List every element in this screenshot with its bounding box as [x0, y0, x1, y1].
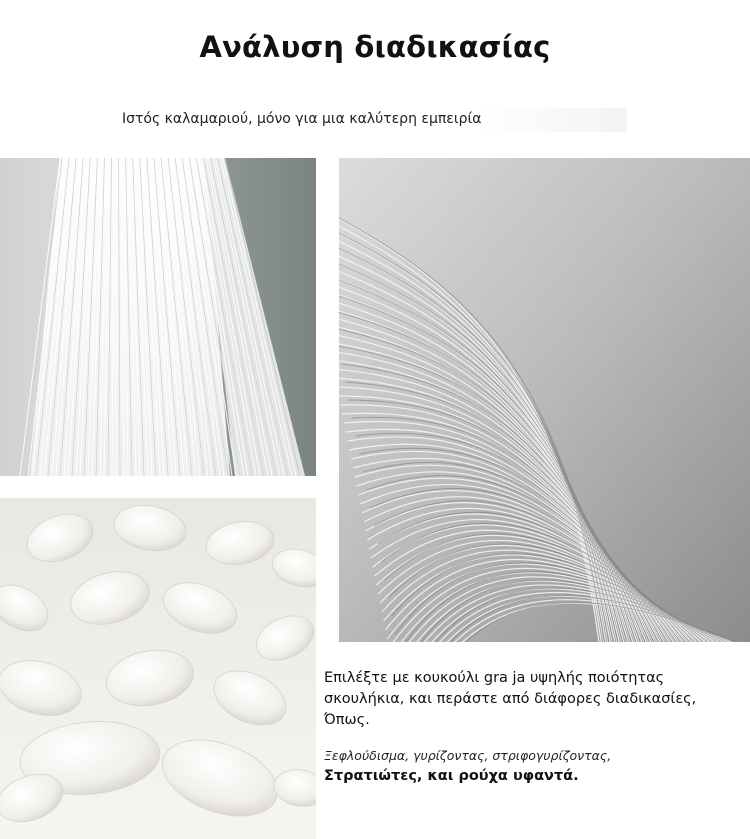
silk-fibers-photo: [0, 158, 316, 476]
silk-cocoons-photo: [0, 498, 316, 839]
page-subtitle: Ιστός καλαμαριού, μόνο για μια καλύτερη εμπειρία: [122, 111, 482, 127]
process-steps: Ξεφλούδισμα, γυρίζοντας, στριφογυρίζοντας,: [324, 748, 612, 763]
page-title: Ανάλυση διαδικασίας: [199, 30, 551, 64]
loom-threads-photo: [339, 158, 750, 642]
loom-threads-image: [339, 158, 750, 642]
process-final: Στρατιώτες, και ρούχα υφαντά.: [324, 768, 579, 784]
silk-cocoons-image: [0, 498, 316, 839]
silk-fibers-image: [0, 158, 316, 476]
process-description: Επιλέξτε με κουκούλι gra ja υψηλής ποιότητας σκουλήκια, και περάστε από διάφορες διαδικασίες, Όπως.: [324, 670, 697, 728]
